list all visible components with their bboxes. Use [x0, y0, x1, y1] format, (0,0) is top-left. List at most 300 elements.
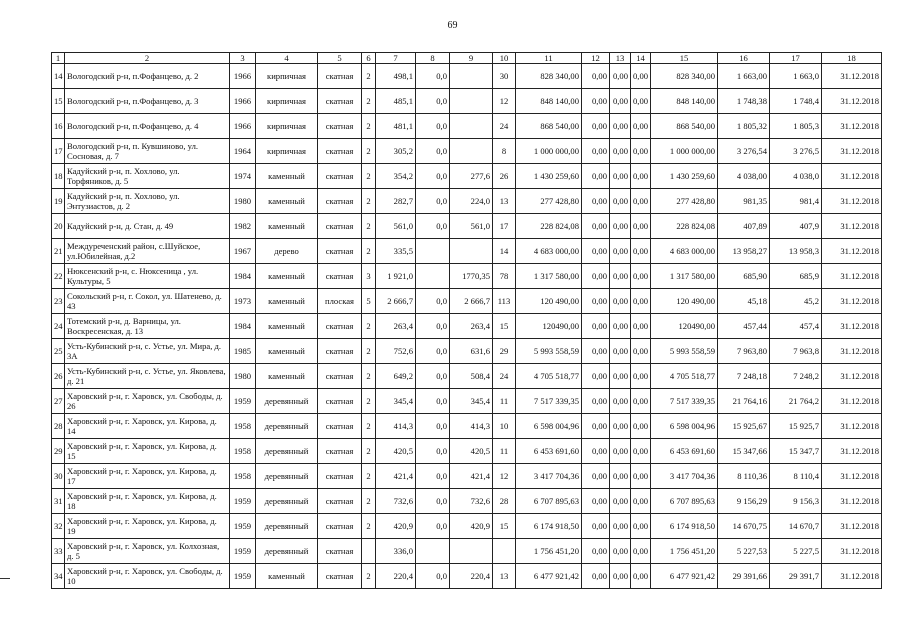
- table-cell: 5 227,5: [770, 539, 822, 564]
- header-cell: 5: [318, 53, 362, 64]
- table-cell: 31.12.2018: [822, 64, 882, 89]
- table-cell: Кадуйский р-н, п. Хохлово, ул. Энтузиастов, д. 2: [65, 189, 230, 214]
- table-cell: 0,00: [582, 114, 610, 139]
- table-cell: 0,0: [416, 89, 450, 114]
- table-cell: 31.12.2018: [822, 114, 882, 139]
- header-cell: 3: [230, 53, 256, 64]
- table-cell: 2: [362, 239, 376, 264]
- table-cell: 17: [493, 214, 516, 239]
- table-cell: 752,6: [376, 339, 416, 364]
- table-cell: 498,1: [376, 64, 416, 89]
- table-cell: 0,00: [610, 114, 631, 139]
- table-cell: 1 663,00: [718, 64, 770, 89]
- table-row: [52, 314, 882, 339]
- table-cell: 0,00: [610, 339, 631, 364]
- table-cell: 407,89: [718, 214, 770, 239]
- table-cell: 0,00: [582, 564, 610, 589]
- table-cell: 220,4: [450, 564, 493, 589]
- table-cell: 0,00: [631, 339, 651, 364]
- table-cell: 1 748,38: [718, 89, 770, 114]
- header-cell: 18: [822, 53, 882, 64]
- table-cell: 420,5: [450, 439, 493, 464]
- table-cell: скатная: [318, 489, 362, 514]
- table-cell: 31.12.2018: [822, 189, 882, 214]
- table-cell: 0,0: [416, 464, 450, 489]
- table-cell: [450, 139, 493, 164]
- table-cell: скатная: [318, 89, 362, 114]
- table-cell: скатная: [318, 339, 362, 364]
- table-cell: 15: [52, 89, 65, 114]
- table-cell: 0,00: [610, 314, 631, 339]
- table-cell: 2: [362, 364, 376, 389]
- table-cell: Харовский р-н, г. Харовск, ул. Кирова, д. 15: [65, 439, 230, 464]
- table-cell: кирпичная: [256, 64, 318, 89]
- table-cell: 31.12.2018: [822, 564, 882, 589]
- table-cell: 0,00: [631, 314, 651, 339]
- table-cell: 4 683 000,00: [651, 239, 718, 264]
- table-cell: 30: [493, 64, 516, 89]
- table-cell: 420,9: [450, 514, 493, 539]
- table-cell: 0,00: [610, 164, 631, 189]
- table-cell: скатная: [318, 314, 362, 339]
- table-cell: 0,00: [610, 364, 631, 389]
- header-cell: 10: [493, 53, 516, 64]
- table-cell: 0,00: [582, 314, 610, 339]
- table-cell: 14: [493, 239, 516, 264]
- header-cell: 1: [52, 53, 65, 64]
- table-cell: 31.12.2018: [822, 214, 882, 239]
- table-row: [52, 89, 882, 114]
- table-cell: 1 921,0: [376, 264, 416, 289]
- table-cell: 29 391,7: [770, 564, 822, 589]
- header-cell: 6: [362, 53, 376, 64]
- table-cell: скатная: [318, 414, 362, 439]
- table-cell: скатная: [318, 164, 362, 189]
- table-cell: 17: [52, 139, 65, 164]
- table-cell: 0,00: [582, 514, 610, 539]
- header-cell: 4: [256, 53, 318, 64]
- table-cell: скатная: [318, 239, 362, 264]
- table-cell: 12: [493, 89, 516, 114]
- table-cell: 12: [493, 464, 516, 489]
- table-cell: 305,2: [376, 139, 416, 164]
- table-cell: 0,00: [610, 139, 631, 164]
- table-cell: каменный: [256, 164, 318, 189]
- table-cell: 29 391,66: [718, 564, 770, 589]
- table-row: [52, 539, 882, 564]
- table-cell: 13 958,3: [770, 239, 822, 264]
- table-cell: 2: [362, 489, 376, 514]
- table-cell: 2: [362, 464, 376, 489]
- table-cell: 1 000 000,00: [651, 139, 718, 164]
- table-cell: скатная: [318, 64, 362, 89]
- table-cell: 120 490,00: [516, 289, 582, 314]
- header-cell: 8: [416, 53, 450, 64]
- table-cell: 0,00: [610, 514, 631, 539]
- table-cell: 0,0: [416, 514, 450, 539]
- table-cell: 1959: [230, 389, 256, 414]
- table-cell: 0,00: [582, 364, 610, 389]
- table-cell: 508,4: [450, 364, 493, 389]
- table-cell: 1980: [230, 364, 256, 389]
- table-cell: 457,44: [718, 314, 770, 339]
- table-cell: 7 248,18: [718, 364, 770, 389]
- header-row: [52, 53, 882, 64]
- table-cell: 1 748,4: [770, 89, 822, 114]
- header-cell: 9: [450, 53, 493, 64]
- table-cell: скатная: [318, 514, 362, 539]
- table-cell: 31: [52, 489, 65, 514]
- table-cell: 11: [493, 389, 516, 414]
- table-cell: 224,0: [450, 189, 493, 214]
- table-cell: 1 756 451,20: [651, 539, 718, 564]
- table-cell: 5 227,53: [718, 539, 770, 564]
- table-cell: 228 824,08: [516, 214, 582, 239]
- table-cell: Междуреченский район, с.Шуйское, ул.Юбилейная, д.2: [65, 239, 230, 264]
- table-cell: 0,00: [582, 539, 610, 564]
- header-cell: 2: [65, 53, 230, 64]
- table-cell: 18: [52, 164, 65, 189]
- table-row: [52, 439, 882, 464]
- table-cell: 6 453 691,60: [516, 439, 582, 464]
- table-cell: Усть-Кубинский р-н, с. Устье, ул. Яковлева, д. 21: [65, 364, 230, 389]
- table-cell: 8 110,36: [718, 464, 770, 489]
- table-cell: 0,00: [631, 564, 651, 589]
- table-cell: 421,4: [376, 464, 416, 489]
- table-cell: скатная: [318, 389, 362, 414]
- table-cell: 3 417 704,36: [651, 464, 718, 489]
- table-cell: Харовский р-н, г. Харовск, ул. Кирова, д. 18: [65, 489, 230, 514]
- table-cell: 1 663,0: [770, 64, 822, 89]
- table-cell: 13: [493, 564, 516, 589]
- table-row: [52, 64, 882, 89]
- margin-mark: [0, 578, 10, 579]
- table-cell: 345,4: [376, 389, 416, 414]
- table-cell: 1966: [230, 114, 256, 139]
- table-cell: 0,0: [416, 364, 450, 389]
- table-cell: 0,00: [610, 414, 631, 439]
- table-cell: 263,4: [376, 314, 416, 339]
- table-cell: 0,00: [610, 214, 631, 239]
- table-cell: 1985: [230, 339, 256, 364]
- table-cell: кирпичная: [256, 89, 318, 114]
- table-cell: Сокольский р-н, г. Сокол, ул. Шатенево, д. 43: [65, 289, 230, 314]
- table-cell: 6 477 921,42: [516, 564, 582, 589]
- table-cell: деревянный: [256, 389, 318, 414]
- table-cell: 2: [362, 439, 376, 464]
- table-cell: 0,00: [582, 164, 610, 189]
- table-cell: дерево: [256, 239, 318, 264]
- table-cell: 2: [362, 214, 376, 239]
- table-cell: 0,00: [582, 64, 610, 89]
- table-cell: скатная: [318, 439, 362, 464]
- table-body: [52, 53, 882, 589]
- table-cell: 685,9: [770, 264, 822, 289]
- table-cell: 277,6: [450, 164, 493, 189]
- table-cell: 0,00: [582, 489, 610, 514]
- table-row: [52, 139, 882, 164]
- table-cell: каменный: [256, 364, 318, 389]
- table-cell: 0,0: [416, 139, 450, 164]
- table-cell: 31.12.2018: [822, 539, 882, 564]
- table-cell: 16: [52, 114, 65, 139]
- table-cell: 1984: [230, 314, 256, 339]
- table-cell: 1959: [230, 564, 256, 589]
- table-cell: 828 340,00: [516, 64, 582, 89]
- table-cell: деревянный: [256, 414, 318, 439]
- table-cell: 3: [362, 264, 376, 289]
- table-cell: 6 598 004,96: [516, 414, 582, 439]
- table-cell: 31.12.2018: [822, 464, 882, 489]
- table-row: [52, 264, 882, 289]
- table-cell: 649,2: [376, 364, 416, 389]
- table-cell: Вологодский р-н, п.Фофанцево, д. 2: [65, 64, 230, 89]
- table-cell: 14: [52, 64, 65, 89]
- table-cell: 0,00: [631, 164, 651, 189]
- table-cell: 561,0: [450, 214, 493, 239]
- table-cell: 2: [362, 339, 376, 364]
- table-cell: 10: [493, 414, 516, 439]
- header-cell: 14: [631, 53, 651, 64]
- table-cell: 1966: [230, 64, 256, 89]
- table-cell: 1959: [230, 489, 256, 514]
- table-cell: деревянный: [256, 489, 318, 514]
- table-cell: 0,00: [582, 189, 610, 214]
- table-cell: 0,00: [582, 214, 610, 239]
- table-cell: 0,00: [631, 264, 651, 289]
- table-cell: 732,6: [376, 489, 416, 514]
- table-cell: 228 824,08: [651, 214, 718, 239]
- table-cell: 13 958,27: [718, 239, 770, 264]
- table-cell: 1 317 580,00: [651, 264, 718, 289]
- table-cell: 0,00: [610, 239, 631, 264]
- table-cell: 21 764,2: [770, 389, 822, 414]
- table-cell: скатная: [318, 214, 362, 239]
- table-cell: 345,4: [450, 389, 493, 414]
- table-cell: 0,00: [582, 264, 610, 289]
- table-cell: 22: [52, 264, 65, 289]
- table-cell: 0,00: [631, 539, 651, 564]
- table-cell: [450, 539, 493, 564]
- table-cell: 0,00: [582, 414, 610, 439]
- table-cell: скатная: [318, 264, 362, 289]
- table-row: [52, 214, 882, 239]
- table-cell: 4 705 518,77: [651, 364, 718, 389]
- table-cell: [362, 539, 376, 564]
- table-cell: 420,5: [376, 439, 416, 464]
- table-cell: 868 540,00: [516, 114, 582, 139]
- table-cell: кирпичная: [256, 114, 318, 139]
- table-cell: 0,00: [631, 414, 651, 439]
- table-cell: 336,0: [376, 539, 416, 564]
- table-cell: 31.12.2018: [822, 89, 882, 114]
- table-cell: 0,00: [582, 139, 610, 164]
- table-cell: Кадуйский р-н, д. Стан, д. 49: [65, 214, 230, 239]
- table-row: [52, 389, 882, 414]
- table-cell: 120 490,00: [651, 289, 718, 314]
- table-cell: 407,9: [770, 214, 822, 239]
- table-cell: 0,00: [582, 464, 610, 489]
- table-cell: 1964: [230, 139, 256, 164]
- table-cell: 4 038,0: [770, 164, 822, 189]
- table-cell: 1958: [230, 464, 256, 489]
- table-cell: Вологодский р-н, п. Кувшиново, ул. Сосновая, д. 7: [65, 139, 230, 164]
- table-cell: 4 038,00: [718, 164, 770, 189]
- table-cell: 0,00: [610, 189, 631, 214]
- table-cell: каменный: [256, 314, 318, 339]
- table-cell: деревянный: [256, 439, 318, 464]
- table-cell: 23: [52, 289, 65, 314]
- table-cell: 0,0: [416, 489, 450, 514]
- table-cell: [416, 239, 450, 264]
- table-cell: 2: [362, 164, 376, 189]
- table-cell: каменный: [256, 289, 318, 314]
- table-cell: 2: [362, 139, 376, 164]
- table-cell: кирпичная: [256, 139, 318, 164]
- table-cell: 34: [52, 564, 65, 589]
- table-cell: Харовский р-н, г. Харовск, ул. Кирова, д. 14: [65, 414, 230, 439]
- table-cell: 6 174 918,50: [651, 514, 718, 539]
- header-cell: 13: [610, 53, 631, 64]
- table-row: [52, 164, 882, 189]
- table-cell: 9 156,3: [770, 489, 822, 514]
- table-cell: 335,5: [376, 239, 416, 264]
- table-cell: 457,4: [770, 314, 822, 339]
- table-cell: 28: [52, 414, 65, 439]
- page-number: 69: [447, 20, 458, 31]
- table-cell: 277 428,80: [516, 189, 582, 214]
- table-cell: 0,00: [631, 114, 651, 139]
- table-row: [52, 189, 882, 214]
- table-cell: скатная: [318, 114, 362, 139]
- table-cell: 15 347,66: [718, 439, 770, 464]
- table-cell: [450, 114, 493, 139]
- table-cell: 32: [52, 514, 65, 539]
- table-cell: Усть-Кубинский р-н, с. Устье, ул. Мира, д. 3А: [65, 339, 230, 364]
- table-cell: 3 276,54: [718, 139, 770, 164]
- table-cell: 25: [52, 339, 65, 364]
- table-cell: 26: [52, 364, 65, 389]
- table-cell: 15: [493, 514, 516, 539]
- table-cell: 1982: [230, 214, 256, 239]
- header-cell: 11: [516, 53, 582, 64]
- table-cell: 1 317 580,00: [516, 264, 582, 289]
- table-cell: плоская: [318, 289, 362, 314]
- table-row: [52, 239, 882, 264]
- table-cell: 263,4: [450, 314, 493, 339]
- table-cell: 11: [493, 439, 516, 464]
- table-cell: Вологодский р-н, п.Фофанцево, д. 3: [65, 89, 230, 114]
- table-cell: 6 174 918,50: [516, 514, 582, 539]
- table-cell: скатная: [318, 464, 362, 489]
- table-cell: 631,6: [450, 339, 493, 364]
- table-cell: 0,00: [631, 439, 651, 464]
- table-cell: 31.12.2018: [822, 364, 882, 389]
- table-row: [52, 414, 882, 439]
- table-cell: 5: [362, 289, 376, 314]
- table-cell: 2: [362, 64, 376, 89]
- table-cell: Харовский р-н, г. Харовск, ул. Свободы, д. 26: [65, 389, 230, 414]
- table-cell: 0,00: [631, 189, 651, 214]
- table-cell: 5 993 558,59: [651, 339, 718, 364]
- table-cell: 0,00: [631, 389, 651, 414]
- table-cell: 277 428,80: [651, 189, 718, 214]
- table-cell: 2: [362, 414, 376, 439]
- housing-table: [51, 52, 882, 589]
- table-cell: 31.12.2018: [822, 389, 882, 414]
- table-cell: 0,00: [631, 239, 651, 264]
- table-cell: 0,00: [631, 489, 651, 514]
- table-cell: 0,0: [416, 114, 450, 139]
- table-cell: 1967: [230, 239, 256, 264]
- table-cell: скатная: [318, 189, 362, 214]
- table-cell: 1984: [230, 264, 256, 289]
- table-cell: 13: [493, 189, 516, 214]
- table-cell: 1 805,32: [718, 114, 770, 139]
- table-cell: 21 764,16: [718, 389, 770, 414]
- table-cell: 31.12.2018: [822, 239, 882, 264]
- table-cell: 0,00: [610, 439, 631, 464]
- table-cell: 0,0: [416, 314, 450, 339]
- table-cell: 0,0: [416, 389, 450, 414]
- table-cell: каменный: [256, 214, 318, 239]
- table-cell: 420,9: [376, 514, 416, 539]
- table-cell: 6 707 895,63: [651, 489, 718, 514]
- table-cell: [493, 539, 516, 564]
- table-cell: 29: [52, 439, 65, 464]
- table-cell: 0,00: [582, 439, 610, 464]
- table-cell: 481,1: [376, 114, 416, 139]
- table-cell: 0,00: [582, 389, 610, 414]
- table-cell: каменный: [256, 264, 318, 289]
- table-cell: 828 340,00: [651, 64, 718, 89]
- table-cell: 0,00: [631, 64, 651, 89]
- table-cell: [450, 89, 493, 114]
- table-cell: 31.12.2018: [822, 339, 882, 364]
- table-cell: 0,00: [631, 514, 651, 539]
- table-cell: [416, 264, 450, 289]
- header-cell: 16: [718, 53, 770, 64]
- table-cell: 7 963,8: [770, 339, 822, 364]
- table-cell: 0,00: [610, 389, 631, 414]
- table-cell: 0,00: [631, 214, 651, 239]
- table-cell: 33: [52, 539, 65, 564]
- table-cell: 24: [493, 114, 516, 139]
- table-cell: 2: [362, 514, 376, 539]
- table-cell: 6 453 691,60: [651, 439, 718, 464]
- table-cell: 685,90: [718, 264, 770, 289]
- table-cell: 732,6: [450, 489, 493, 514]
- table-cell: 113: [493, 289, 516, 314]
- table-cell: 0,0: [416, 414, 450, 439]
- table-cell: 5 993 558,59: [516, 339, 582, 364]
- table-cell: 24: [52, 314, 65, 339]
- header-cell: 7: [376, 53, 416, 64]
- table-cell: 6 598 004,96: [651, 414, 718, 439]
- table-cell: 31.12.2018: [822, 139, 882, 164]
- table-cell: скатная: [318, 564, 362, 589]
- table-cell: 1958: [230, 414, 256, 439]
- table-cell: 0,0: [416, 64, 450, 89]
- table-cell: 0,0: [416, 189, 450, 214]
- table-cell: 7 517 339,35: [651, 389, 718, 414]
- table-cell: Нюксенский р-н, с. Нюксеница , ул. Культуры, 5: [65, 264, 230, 289]
- table-cell: скатная: [318, 539, 362, 564]
- table-cell: 0,00: [610, 489, 631, 514]
- table-cell: 2: [362, 314, 376, 339]
- table-cell: 0,00: [582, 89, 610, 114]
- table-cell: 0,00: [582, 339, 610, 364]
